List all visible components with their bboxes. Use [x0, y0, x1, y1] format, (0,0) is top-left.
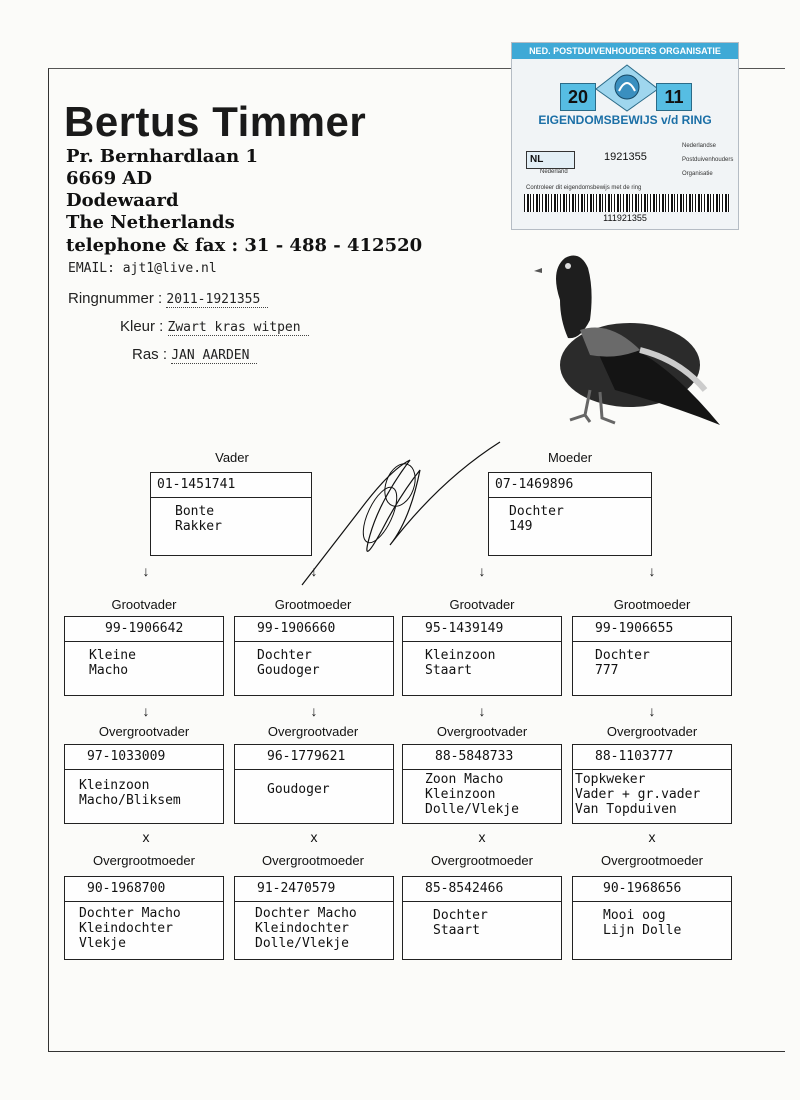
arrow-down: ↓	[478, 703, 486, 719]
great-grandmother-box	[572, 876, 732, 960]
ring-number-field	[68, 290, 268, 307]
great-grandfather-name: Goudoger	[267, 782, 330, 797]
great-grandfather-name: Topkweker Vader + gr.vader Van Topduiven	[575, 772, 701, 817]
great-grandmother-name: Dochter Macho Kleindochter Vlekje	[79, 906, 181, 951]
grandparent-label: Grootmoeder	[613, 597, 691, 612]
barcode-number: 111921355	[603, 213, 647, 223]
great-grandmother-box	[64, 876, 224, 960]
ring-number-label: Ringnummer :	[68, 290, 163, 307]
arrow-down: ↓	[142, 703, 150, 719]
pigeon-image	[520, 240, 730, 440]
grandparent-box	[64, 616, 224, 696]
great-grandfather-box	[572, 744, 732, 824]
stamp-organisation: NED. POSTDUIVENHOUDERS ORGANISATIE	[512, 43, 738, 59]
great-grandmother-ring: 91-2470579	[235, 877, 393, 902]
father-box	[150, 472, 312, 556]
color-label: Kleur :	[120, 318, 164, 335]
arrow-down: ↓	[478, 563, 486, 579]
stamp-control-text: Controleer dit eigendomsbewijs met de ring	[526, 185, 642, 191]
great-grandmother-box	[234, 876, 394, 960]
grandparent-name: Kleine Macho	[89, 648, 136, 678]
breed-value: JAN AARDEN	[171, 348, 257, 364]
owner-email: EMAIL: ajt1@live.nl	[68, 261, 217, 276]
grandparent-ring: 99-1906655	[573, 617, 731, 642]
stamp-year-left: 20	[560, 83, 596, 111]
mother-name: Dochter 149	[509, 504, 564, 534]
great-grandfather-name: Zoon Macho Kleinzoon Dolle/Vlekje	[425, 772, 519, 817]
great-grandmother-name: Dochter Staart	[433, 908, 488, 938]
owner-name: Bertus Timmer	[64, 98, 367, 145]
mother-ring: 07-1469896	[489, 473, 651, 498]
stamp-side-1: Nederlandse	[682, 143, 717, 149]
owner-phone: telephone & fax : 31 - 488 - 412520	[66, 235, 423, 256]
barcode	[524, 194, 730, 212]
arrow-down: ↓	[310, 703, 318, 719]
great-grandfather-box	[64, 744, 224, 824]
stamp-title: EIGENDOMSBEWIJS v/d RING	[538, 113, 712, 127]
great-grandfather-label: Overgrootvader	[436, 724, 528, 739]
arrow-down: ↓	[648, 703, 656, 719]
stamp-year-right: 11	[656, 83, 692, 111]
color-value: Zwart kras witpen	[168, 320, 309, 336]
stamp-side-2: Postduivenhouders	[682, 157, 734, 163]
ownership-stamp	[511, 42, 739, 230]
great-grandfather-ring: 88-5848733	[403, 745, 561, 770]
mother-box	[488, 472, 652, 556]
great-grandmother-ring: 90-1968700	[65, 877, 223, 902]
arrow-down: ↓	[142, 563, 150, 579]
owner-postcode: 6669 AD	[66, 168, 152, 189]
great-grandmother-label: Overgrootmoeder	[262, 853, 364, 868]
great-grandmother-label: Overgrootmoeder	[601, 853, 703, 868]
arrow-down: ↓	[648, 563, 656, 579]
great-grandfather-label: Overgrootvader	[267, 724, 359, 739]
owner-country: The Netherlands	[66, 212, 235, 233]
great-grandmother-label: Overgrootmoeder	[93, 853, 195, 868]
grandparent-ring: 99-1906642	[65, 617, 223, 642]
owner-city: Dodewaard	[66, 190, 179, 211]
lion-emblem-icon	[592, 61, 662, 113]
grandparent-box	[572, 616, 732, 696]
father-name: Bonte Rakker	[175, 504, 222, 534]
great-grandfather-box	[402, 744, 562, 824]
great-grandmother-name: Dochter Macho Kleindochter Dolle/Vlekje	[255, 906, 357, 951]
cross-mark: x	[478, 829, 486, 845]
grandparent-box	[402, 616, 562, 696]
cross-mark: x	[142, 829, 150, 845]
grandparent-label: Grootvader	[449, 597, 515, 612]
grandparent-name: Dochter Goudoger	[257, 648, 320, 678]
grandparent-name: Kleinzoon Staart	[425, 648, 496, 678]
mother-label: Moeder	[547, 450, 593, 465]
great-grandfather-ring: 88-1103777	[573, 745, 731, 770]
great-grandfather-ring: 97-1033009	[65, 745, 223, 770]
color-field	[120, 318, 309, 335]
cross-mark: x	[310, 829, 318, 845]
grandparent-box	[234, 616, 394, 696]
grandparent-name: Dochter 777	[595, 648, 650, 678]
grandparent-label: Grootvader	[111, 597, 177, 612]
arrow-down: ↓	[310, 563, 318, 579]
breed-field	[132, 346, 257, 363]
great-grandmother-label: Overgrootmoeder	[431, 853, 533, 868]
grandparent-ring: 95-1439149	[403, 617, 561, 642]
owner-street: Pr. Bernhardlaan 1	[66, 146, 258, 167]
ring-number-value: 2011-1921355	[166, 292, 268, 308]
cross-mark: x	[648, 829, 656, 845]
great-grandfather-label: Overgrootvader	[98, 724, 190, 739]
great-grandmother-name: Mooi oog Lijn Dolle	[603, 908, 682, 938]
father-label: Vader	[215, 450, 249, 465]
stamp-country: NL	[526, 151, 575, 169]
stamp-nederland: Nederland	[540, 169, 568, 175]
grandparent-ring: 99-1906660	[235, 617, 393, 642]
stamp-side-3: Organisatie	[682, 171, 713, 177]
grandparent-label: Grootmoeder	[274, 597, 352, 612]
stamp-ring-number: 1921355	[604, 151, 647, 163]
great-grandfather-box	[234, 744, 394, 824]
great-grandfather-ring: 96-1779621	[235, 745, 393, 770]
great-grandfather-name: Kleinzoon Macho/Bliksem	[79, 778, 181, 808]
great-grandmother-ring: 85-8542466	[403, 877, 561, 902]
father-ring: 01-1451741	[151, 473, 311, 498]
breed-label: Ras :	[132, 346, 168, 363]
great-grandmother-ring: 90-1968656	[573, 877, 731, 902]
great-grandfather-label: Overgrootvader	[606, 724, 698, 739]
great-grandmother-box	[402, 876, 562, 960]
